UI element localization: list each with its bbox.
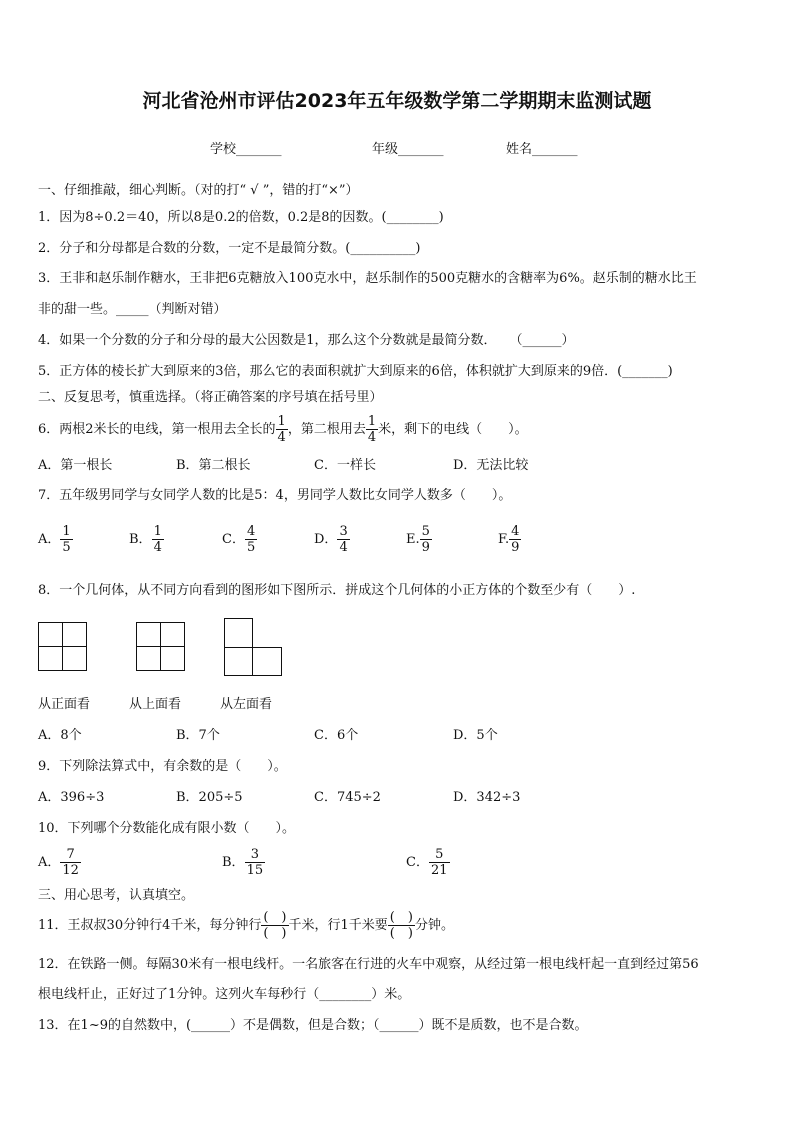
q10-option-a: A． $\frac{7}{12}$ <box>38 847 79 878</box>
q6-fraction-2: $\frac{1}{4}$ <box>367 414 377 445</box>
q6-option-a: A．第一根长 <box>38 458 113 473</box>
section-3-heading: 三、用心思考，认真填空。 <box>38 888 195 903</box>
q7-option-c: C． $\frac{4}{5}$ <box>222 524 256 555</box>
question-6 <box>38 412 528 448</box>
question-2: 2．分子和分母都是合数的分数，一定不是最简分数。(__________) <box>38 241 421 256</box>
q9-option-a: A．396÷3 <box>38 790 105 805</box>
q9-option-c: C．745÷2 <box>314 790 381 805</box>
question-12-line1: 12．在铁路一侧。每隔30米有一根电线杆。一名旅客在行进的火车中观察，从经过第一根电线杆起一直到经过第56 <box>38 957 699 972</box>
question-4: 4．如果一个分数的分子和分母的最大公因数是1，那么这个分数就是最简分数． （______） <box>38 333 575 348</box>
q6-fraction-1: $\frac{1}{4}$ <box>277 414 286 445</box>
q9-option-d: D．342÷3 <box>453 790 521 805</box>
q6-option-c: C．一样长 <box>314 458 376 473</box>
q6-text-2: ，第二根用去 <box>287 422 366 437</box>
question-3-line1: 3．王非和赵乐制作糖水，王非把6克糖放入100克水中，赵乐制作的500克糖水的含糖率为6%。赵乐制的糖水比王 <box>38 271 697 286</box>
question-3-line2: 非的甜一些。_____（判断对错） <box>38 302 227 317</box>
page-title: 河北省沧州市评估2023年五年级数学第二学期期末监测试题 <box>142 90 652 112</box>
q8-option-d: D．5个 <box>453 728 498 743</box>
question-5: 5．正方体的棱长扩大到原来的3倍，那么它的表面积就扩大到原来的6倍，体积就扩大到原来的9倍．(_______) <box>38 364 673 379</box>
question-13: 13．在1~9的自然数中，(______）不是偶数，但是合数；（______）既不是质数，也不是合数。 <box>38 1018 588 1033</box>
school-field: 学校_______ <box>210 142 282 157</box>
q6-option-d: D．无法比较 <box>453 458 529 473</box>
q6-text-3: 米，剩下的电线（ ）。 <box>378 422 528 437</box>
question-11: 11．王叔叔30分钟行4千米，每分钟行 $\frac{( )}{( )}$ 千米，行1千米要 $\frac{( )}{( )}$ 分钟。 <box>38 910 454 941</box>
question-9: 9．下列除法算式中，有余数的是（ ）。 <box>38 759 287 774</box>
q8-option-b: B．7个 <box>176 728 220 743</box>
name-field: 姓名_______ <box>506 142 578 157</box>
q7-option-b: B． $\frac{1}{4}$ <box>129 524 162 555</box>
grade-field: 年级_______ <box>372 142 444 157</box>
question-7: 7．五年级男同学与女同学人数的比是5：4，男同学人数比女同学人数多（ ）。 <box>38 488 512 503</box>
q6-text-1: 6．两根2米长的电线，第一根用去全长的 <box>38 422 276 437</box>
q7-option-f: F. $\frac{4}{9}$ <box>498 524 520 555</box>
q7-option-a: A． $\frac{1}{5}$ <box>38 524 71 555</box>
section-1-heading: 一、仔细推敲，细心判断。（对的打“ √ ”，错的打“×”） <box>38 183 359 198</box>
q8-option-c: C．6个 <box>314 728 359 743</box>
question-12-line2: 根电线杆止，正好过了1分钟。这列火车每秒行（________）米。 <box>38 987 411 1002</box>
q7-option-e: E. $\frac{5}{9}$ <box>406 524 430 555</box>
q10-option-b: B． $\frac{3}{15}$ <box>222 847 264 878</box>
section-2-heading: 二、反复思考，慎重选择。（将正确答案的序号填在括号里） <box>38 390 383 405</box>
top-view-label: 从上面看 <box>129 697 182 712</box>
q8-option-a: A．8个 <box>38 728 82 743</box>
q11-fraction-2: $\frac{( )}{( )}$ <box>389 910 413 941</box>
q7-option-d: D． $\frac{3}{4}$ <box>314 524 348 555</box>
left-view-label: 从左面看 <box>220 697 273 712</box>
question-1: 1．因为8÷0.2＝40，所以8是0.2的倍数，0.2是8的因数。(________) <box>38 210 444 225</box>
q6-option-b: B．第二根长 <box>176 458 251 473</box>
q10-option-c: C． $\frac{5}{21}$ <box>406 847 448 878</box>
question-10: 10．下列哪个分数能化成有限小数（ ）。 <box>38 821 296 836</box>
q11-fraction-1: $\frac{( )}{( )}$ <box>263 910 287 941</box>
front-view-label: 从正面看 <box>38 697 91 712</box>
q9-option-b: B．205÷5 <box>176 790 243 805</box>
question-8: 8．一个几何体，从不同方向看到的图形如下图所示．拼成这个几何体的小正方体的个数至少有（ ）. <box>38 583 636 598</box>
